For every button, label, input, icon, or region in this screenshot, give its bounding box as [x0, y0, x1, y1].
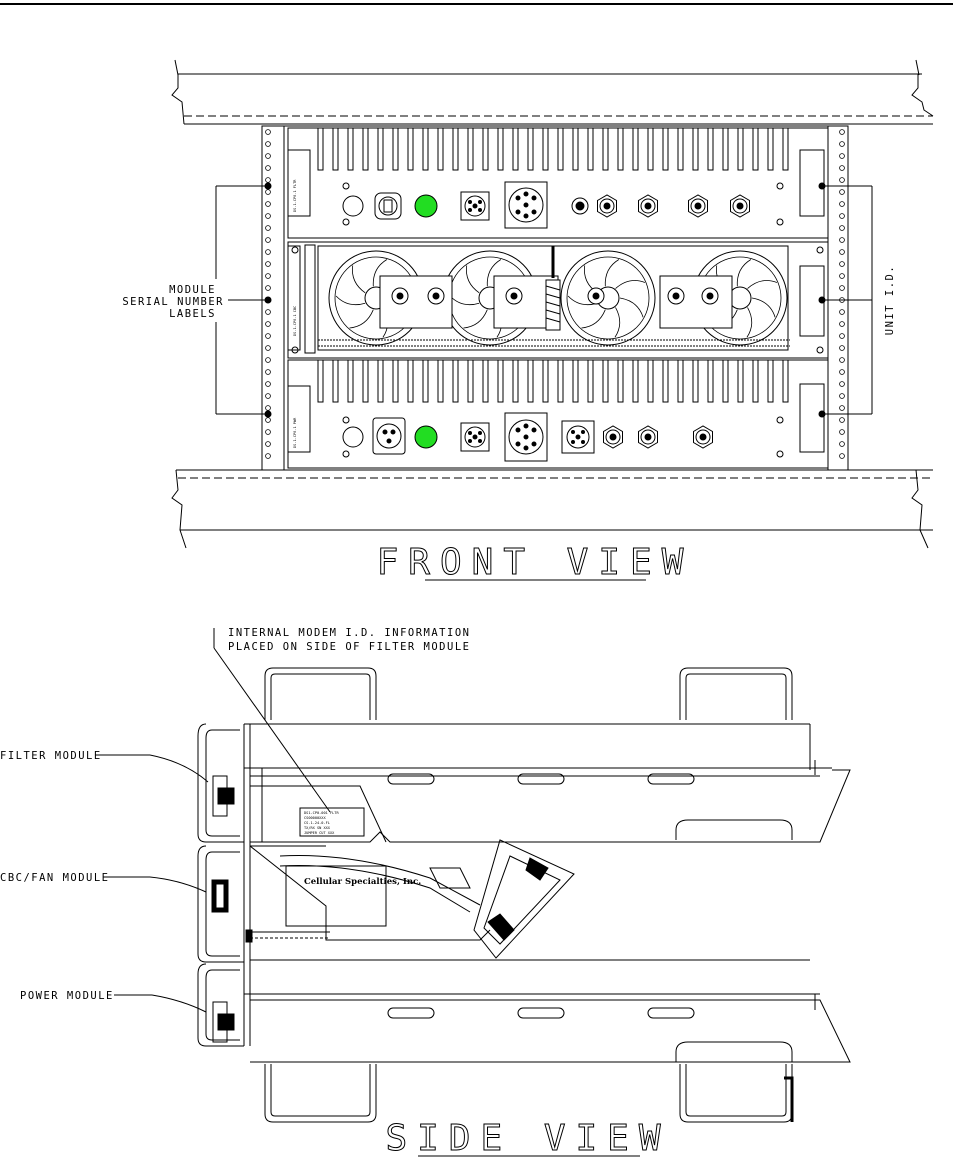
modem-info-text-1: INTERNAL MODEM I.D. INFORMATION	[228, 627, 471, 639]
cbc-fan-module-label: CBC/FAN MODULE	[0, 872, 110, 884]
cellular-specialties-logo: Cellular Specialties, Inc.	[304, 877, 422, 887]
power-module-label: POWER MODULE	[20, 990, 114, 1002]
unit-id-label: UNIT I.D.	[884, 264, 896, 336]
status-indicator-green-top	[415, 195, 437, 217]
svg-text:DS-1-CP0-1 FLTR: DS-1-CP0-1 FLTR	[293, 179, 297, 212]
side-view-title: SIDE VIEW	[385, 1118, 671, 1159]
svg-text:TX/RX SN XXX: TX/RX SN XXX	[304, 826, 330, 830]
svg-text:CS00000XXX: CS00000XXX	[304, 816, 326, 820]
svg-text:JUMPER CUT XXX: JUMPER CUT XXX	[304, 831, 335, 835]
serial-label-text-3: LABELS	[169, 308, 216, 320]
serial-label-text-1: MODULE	[169, 284, 216, 296]
modem-info-text-2: PLACED ON SIDE OF FILTER MODULE	[228, 641, 471, 653]
serial-label-text-2: SERIAL NUMBER	[122, 296, 224, 308]
front-view-title: FRONT VIEW	[376, 542, 694, 583]
svg-text:DS1-CP0-001 FLTR: DS1-CP0-001 FLTR	[304, 811, 339, 815]
status-indicator-green-bottom	[415, 426, 437, 448]
filter-module-label: FILTER MODULE	[0, 750, 102, 762]
svg-text:CS-1-24-0-FL: CS-1-24-0-FL	[304, 821, 330, 825]
svg-text:DS-1-CP0-1 PWR: DS-1-CP0-1 PWR	[293, 417, 297, 448]
svg-text:DS-1-CP0-1 CBC: DS-1-CP0-1 CBC	[293, 305, 297, 336]
